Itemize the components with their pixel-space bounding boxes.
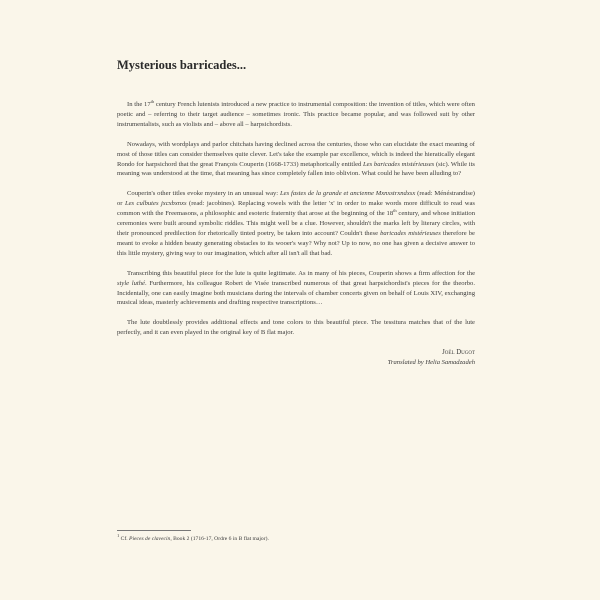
p4-text-a: Transcribing this beautiful piece for the lute is quite legitimate. As in many of his pieces, Couperin shows a firm affection for the <box>127 269 475 277</box>
p3-superscript: th <box>393 207 397 213</box>
author-name: Joël Dugot <box>442 349 475 357</box>
p3-text-c: (read: jacobines). Replacing vowels with the letter 'x' in order to make words more difficult to read was common with the Freemasons, a philosophic and esoteric fraternity that arose at the beginning of the 18 <box>117 200 475 218</box>
footnote <box>117 535 475 543</box>
p3-text-e: therefore be meant to evoke a hidden beauty generating obstacles to its wooer's way? Why not? Up to now, no one has given a decisive answer to this little mystery, giving way to our imagination, which after all isn't all that bad. <box>117 229 475 257</box>
p3-text-b: (read: Ménéstrandise) or <box>117 190 476 208</box>
p3-italic-title-2: Les culbutes jxcxbxnxs <box>124 200 187 208</box>
page-title: Mysterious barricades... <box>117 58 247 72</box>
p3-italic-title-1: Les fastes de la grande et ancienne Mxnxstrxndxsx <box>280 190 416 198</box>
footnote-number: 1 <box>117 533 120 539</box>
p1-text-a: In the 17 <box>127 101 151 108</box>
p4-italic-term: style luthé <box>117 279 145 287</box>
p4-text-b: . Furthermore, his colleague Robert de Visée transcribed numerous of that great harpsichordist's pieces for the theorbo. Incidentally, one can easily imagine both musicians during the intervals of chamber concerts given on behalf of Louis XIV, exchanging musical ideas, masterly achievements and drafting respective transcriptions… <box>117 279 475 307</box>
footnote-text-a: Cf. <box>120 536 130 542</box>
footnote-rule <box>117 530 191 531</box>
p2-text-a: Nowadays, with wordplays and parlor chitchats having declined across the centuries, those who can elucidate the exact meaning of most of those titles can consider themselves quite clever. Let's take the example par excellence, which is indeed the hieratically elegant Rondo for harpsichord that the great François Couperin (1668-1733) metaphorically entitled <box>117 140 475 168</box>
p3-italic-title-3: baricades mistérieuses <box>380 229 441 237</box>
paragraph-3 <box>117 189 475 258</box>
p3-text-a: Couperin's other titles evoke mystery in an unusual way: <box>127 190 280 198</box>
signature-block <box>117 348 475 368</box>
p1-superscript: th <box>150 98 155 104</box>
p3-text-d: century, and whose initiation ceremonies were built around symbolic riddles. This might well be a clue. However, shouldn't the marks left by literary circles, with their pronounced predilection for rhetorically tinted poetry, be taken into account? Couldn't these <box>117 210 475 237</box>
paragraph-5: The lute doubtlessly provides additional effects and tone colors to this beautiful piece. The tessitura matches that of the lute perfectly, and it can even played in the original key of B flat major. <box>117 319 475 337</box>
paragraph-1 <box>117 100 475 130</box>
p1-text-b: century French lutenists introduced a new practice to instrumental composition: the invention of titles, which were often poetic and – referring to their target audience – sometimes ironic. This practice became popular, and was followed suit by other instrumentalists, such as violists and – above all – harpsichordists. <box>117 101 475 128</box>
paragraph-2 <box>117 140 475 180</box>
article-body <box>117 100 475 368</box>
paragraph-4 <box>117 269 475 309</box>
footnote-italic-title: Pieces de clavecin <box>129 536 171 542</box>
footnote-text-b: , Book 2 (1716-17, Ordre 6 in B flat major). <box>170 536 269 542</box>
translator-credit: Translated by Helia Samadzadeh <box>387 359 475 367</box>
p2-text-b: (sic). While its meaning was understood at the time, that meaning has since completely fallen into oblivion. What could he have been alluding to? <box>117 160 475 178</box>
p2-italic-title: Les baricades mistérieuses <box>363 160 435 168</box>
